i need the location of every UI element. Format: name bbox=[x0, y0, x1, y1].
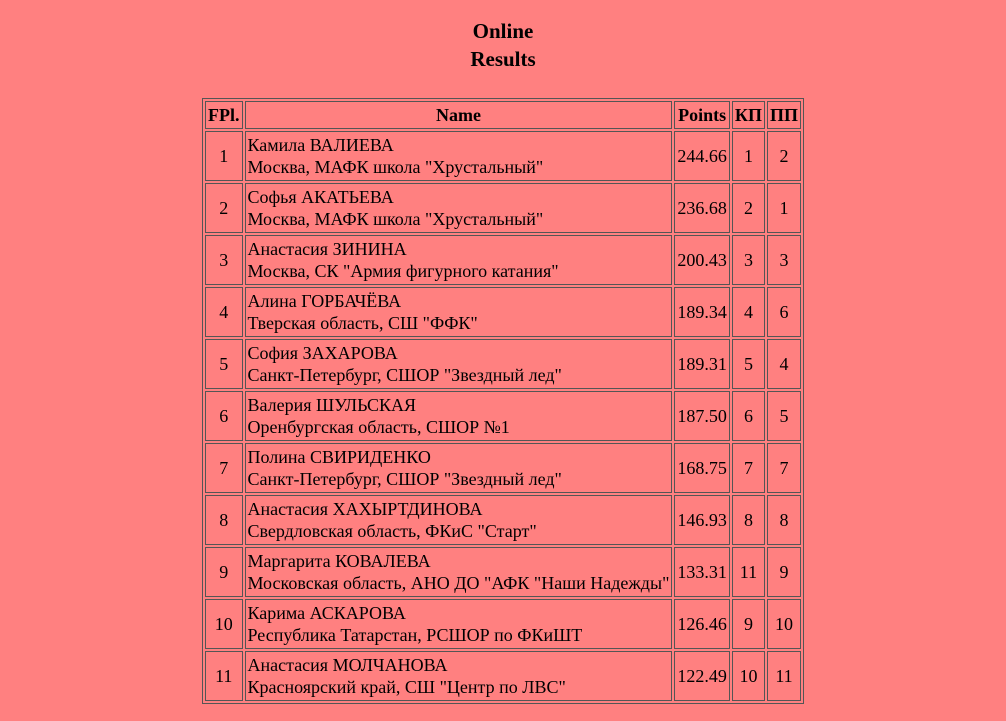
skater-club: Москва, МАФК школа "Хрустальный" bbox=[247, 209, 544, 229]
results-body bbox=[205, 131, 801, 701]
results-table bbox=[202, 98, 804, 704]
cell-pp: 4 bbox=[767, 339, 801, 389]
header-name: Name bbox=[245, 101, 673, 129]
cell-pp: 5 bbox=[767, 391, 801, 441]
cell-points: 126.46 bbox=[674, 599, 730, 649]
skater-club: Санкт-Петербург, СШОР "Звездный лед" bbox=[247, 469, 562, 489]
skater-name: Карима АСКАРОВА bbox=[247, 603, 406, 623]
cell-fpl: 6 bbox=[205, 391, 243, 441]
cell-fpl: 3 bbox=[205, 235, 243, 285]
cell-pp: 2 bbox=[767, 131, 801, 181]
cell-points: 168.75 bbox=[674, 443, 730, 493]
cell-fpl: 11 bbox=[205, 651, 243, 701]
cell-fpl: 2 bbox=[205, 183, 243, 233]
cell-pp: 9 bbox=[767, 547, 801, 597]
cell-points: 236.68 bbox=[674, 183, 730, 233]
cell-name bbox=[245, 599, 673, 649]
cell-kp: 4 bbox=[732, 287, 765, 337]
cell-points: 122.49 bbox=[674, 651, 730, 701]
cell-pp: 8 bbox=[767, 495, 801, 545]
cell-pp: 3 bbox=[767, 235, 801, 285]
cell-pp: 10 bbox=[767, 599, 801, 649]
page-title-line-1: Online bbox=[472, 19, 534, 43]
cell-name bbox=[245, 339, 673, 389]
cell-name bbox=[245, 651, 673, 701]
cell-name bbox=[245, 443, 673, 493]
skater-name: Камила ВАЛИЕВА bbox=[247, 135, 394, 155]
skater-club: Тверская область, СШ "ФФК" bbox=[247, 313, 478, 333]
header-points: Points bbox=[674, 101, 730, 129]
cell-name bbox=[245, 287, 673, 337]
cell-points: 189.34 bbox=[674, 287, 730, 337]
table-row bbox=[205, 391, 801, 441]
cell-name bbox=[245, 391, 673, 441]
cell-name bbox=[245, 547, 673, 597]
skater-name: Маргарита КОВАЛЕВА bbox=[247, 551, 431, 571]
skater-club: Москва, МАФК школа "Хрустальный" bbox=[247, 157, 544, 177]
cell-kp: 6 bbox=[732, 391, 765, 441]
table-row bbox=[205, 235, 801, 285]
skater-name: София ЗАХАРОВА bbox=[247, 343, 398, 363]
table-row bbox=[205, 651, 801, 701]
skater-name: Валерия ШУЛЬСКАЯ bbox=[247, 395, 417, 415]
cell-points: 133.31 bbox=[674, 547, 730, 597]
skater-name: Анастасия МОЛЧАНОВА bbox=[247, 655, 448, 675]
cell-kp: 2 bbox=[732, 183, 765, 233]
cell-fpl: 10 bbox=[205, 599, 243, 649]
table-row bbox=[205, 131, 801, 181]
skater-name: Анастасия ЗИНИНА bbox=[247, 239, 407, 259]
results-header-row bbox=[205, 101, 801, 129]
cell-fpl: 7 bbox=[205, 443, 243, 493]
skater-club: Свердловская область, ФКиС "Старт" bbox=[247, 521, 537, 541]
cell-kp: 8 bbox=[732, 495, 765, 545]
skater-club: Санкт-Петербург, СШОР "Звездный лед" bbox=[247, 365, 562, 385]
page-title-line-2: Results bbox=[470, 47, 536, 71]
cell-points: 189.31 bbox=[674, 339, 730, 389]
table-row bbox=[205, 183, 801, 233]
skater-club: Республика Татарстан, РСШОР по ФКиШТ bbox=[247, 625, 583, 645]
header-kp: КП bbox=[732, 101, 765, 129]
table-row bbox=[205, 599, 801, 649]
skater-club: Оренбургская область, СШОР №1 bbox=[247, 417, 510, 437]
skater-name: Алина ГОРБАЧЁВА bbox=[247, 291, 402, 311]
skater-name: Анастасия ХАХЫРТДИНОВА bbox=[247, 499, 483, 519]
cell-kp: 11 bbox=[732, 547, 765, 597]
header-fpl: FPl. bbox=[205, 101, 243, 129]
cell-kp: 10 bbox=[732, 651, 765, 701]
cell-pp: 7 bbox=[767, 443, 801, 493]
skater-club: Москва, СК "Армия фигурного катания" bbox=[247, 261, 559, 281]
table-row bbox=[205, 547, 801, 597]
cell-points: 200.43 bbox=[674, 235, 730, 285]
skater-club: Московская область, АНО ДО "АФК "Наши Надежды" bbox=[247, 573, 670, 593]
cell-name bbox=[245, 235, 673, 285]
cell-pp: 1 bbox=[767, 183, 801, 233]
skater-name: Софья АКАТЬЕВА bbox=[247, 187, 394, 207]
cell-fpl: 4 bbox=[205, 287, 243, 337]
table-row bbox=[205, 443, 801, 493]
table-row bbox=[205, 287, 801, 337]
cell-kp: 9 bbox=[732, 599, 765, 649]
cell-name bbox=[245, 131, 673, 181]
cell-kp: 3 bbox=[732, 235, 765, 285]
cell-fpl: 5 bbox=[205, 339, 243, 389]
cell-points: 244.66 bbox=[674, 131, 730, 181]
cell-pp: 6 bbox=[767, 287, 801, 337]
cell-name bbox=[245, 183, 673, 233]
cell-kp: 5 bbox=[732, 339, 765, 389]
skater-name: Полина СВИРИДЕНКО bbox=[247, 447, 431, 467]
cell-fpl: 8 bbox=[205, 495, 243, 545]
cell-points: 187.50 bbox=[674, 391, 730, 441]
cell-fpl: 9 bbox=[205, 547, 243, 597]
skater-club: Красноярский край, СШ "Центр по ЛВС" bbox=[247, 677, 566, 697]
cell-kp: 7 bbox=[732, 443, 765, 493]
table-row bbox=[205, 495, 801, 545]
cell-points: 146.93 bbox=[674, 495, 730, 545]
cell-fpl: 1 bbox=[205, 131, 243, 181]
header-pp: ПП bbox=[767, 101, 801, 129]
cell-name bbox=[245, 495, 673, 545]
page-title bbox=[0, 17, 1006, 73]
cell-kp: 1 bbox=[732, 131, 765, 181]
cell-pp: 11 bbox=[767, 651, 801, 701]
table-row bbox=[205, 339, 801, 389]
